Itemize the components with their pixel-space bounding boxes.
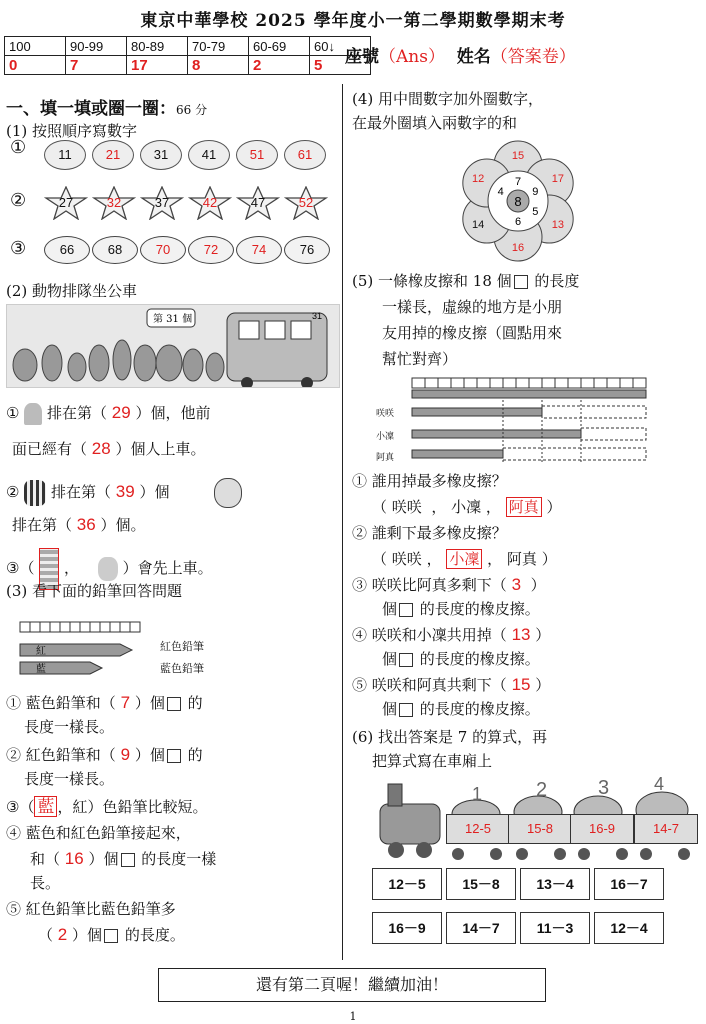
q2-a-answer2: 28 xyxy=(91,439,111,458)
unit-cell xyxy=(620,378,633,388)
star-number: 52 xyxy=(284,186,328,220)
flower-inner-number: 6 xyxy=(514,216,522,228)
unit-square-icon xyxy=(167,749,181,763)
seat-label: 座號 xyxy=(345,47,379,67)
train-car-2: 15-8 xyxy=(508,814,572,844)
q3-a3: ③（ 藍 ，紅）色鉛筆比較短。 xyxy=(6,797,208,816)
car-number-2: 2 xyxy=(536,779,548,801)
q2-a-line1: ① 排在第（ 29 ）個，他前 xyxy=(6,402,211,425)
name-value: （答案卷） xyxy=(490,47,576,67)
q1-row1-marker: ① xyxy=(10,137,27,158)
expression-card: 12－5 xyxy=(372,868,442,900)
q5-a1-options: （ 咲咲 ， 小凜 ， 阿真 ） xyxy=(372,498,562,516)
flower-outer-number: 13 xyxy=(551,219,564,231)
flower-outer-number: 12 xyxy=(472,173,485,185)
score-count-cell: 7 xyxy=(66,56,127,75)
train-car-3: 16-9 xyxy=(570,814,634,844)
q3-a1-line2: 長度一樣長。 xyxy=(24,718,115,736)
eraser-name-2: 小凜 xyxy=(376,432,395,442)
score-range-cell: 60↓ xyxy=(310,37,371,56)
panda-icon xyxy=(214,478,242,508)
flower-puzzle-drawing xyxy=(452,140,584,262)
q1-prompt: (1) 按照順序寫數字 xyxy=(6,122,138,140)
q1-row3-marker: ③ xyxy=(10,238,27,259)
q2-a-answer1: 29 xyxy=(111,403,131,422)
flower-outer-number: 16 xyxy=(511,242,525,254)
score-distribution-table xyxy=(4,36,371,75)
planet-number: 72 xyxy=(188,236,234,264)
q3-a2-answer: 9 xyxy=(120,745,131,764)
unit-square-icon xyxy=(399,603,413,617)
q5-prompt4: 幫忙對齊） xyxy=(382,350,458,368)
animal-queue-drawing xyxy=(7,305,339,387)
planet-number: 76 xyxy=(284,236,330,264)
q5-a4: ④ 咲咲和小凜共用掉（ 13 ） xyxy=(352,625,551,644)
flower-center-number: 8 xyxy=(514,194,522,209)
flower-inner-number: 7 xyxy=(514,176,522,188)
q5-a1: ① 誰用掉最多橡皮擦？ xyxy=(352,472,507,490)
unit-cell xyxy=(607,378,620,388)
red-pencil-label: 紅色鉛筆 xyxy=(160,640,204,653)
expression-card: 16－9 xyxy=(372,912,442,944)
pencil-grid-drawing xyxy=(18,620,158,680)
score-count-cell: 5 xyxy=(310,56,371,75)
section-points: 66 分 xyxy=(176,103,208,117)
page-number: 1 xyxy=(349,1010,357,1023)
expression-card: 14－7 xyxy=(446,912,516,944)
q5-a5-answer: 15 xyxy=(511,675,531,694)
q6-prompt1: (6) 找出答案是 7 的算式，再 xyxy=(352,728,548,746)
unit-cell xyxy=(568,378,581,388)
score-range-cell: 70-79 xyxy=(188,37,249,56)
q3-a5-line2: （ 2 ）個 的長度。 xyxy=(38,925,185,944)
unit-cell xyxy=(516,378,529,388)
pencil-figure xyxy=(18,620,158,684)
score-range-cell: 100 xyxy=(5,37,66,56)
exam-title: 東京中華學校 2025 學年度小一第二學期數學期末考 xyxy=(140,11,566,31)
q2-c-line: ③（ ， ）會先上車。 xyxy=(6,548,213,590)
expression-card: 16－7 xyxy=(594,868,664,900)
blue-pencil-text: 藍 xyxy=(36,664,46,675)
q6-prompt2: 把算式寫在車廂上 xyxy=(372,752,493,770)
unit-square-icon xyxy=(167,697,181,711)
rabbit-icon xyxy=(24,403,42,425)
car-number-4: 4 xyxy=(654,774,665,794)
car-number-1: 1 xyxy=(472,784,483,804)
unit-cell xyxy=(477,378,490,388)
star-number: 27 xyxy=(44,186,88,220)
expression-card: 11－3 xyxy=(520,912,590,944)
q3-a4: ④ 藍色和紅色鉛筆接起來， xyxy=(6,824,191,842)
star-number: 37 xyxy=(140,186,184,220)
score-count-cell: 2 xyxy=(249,56,310,75)
planet-number: 66 xyxy=(44,236,90,264)
flower-inner-number: 9 xyxy=(532,186,539,198)
red-pencil-text: 紅 xyxy=(36,646,46,657)
unit-square-icon xyxy=(399,703,413,717)
unit-cell xyxy=(529,378,542,388)
q4-prompt1: (4) 用中間數字加外圈數字， xyxy=(352,90,544,108)
q5-a3-answer: 3 xyxy=(511,575,522,594)
flower-outer-number: 15 xyxy=(511,150,525,162)
expression-card: 15－8 xyxy=(446,868,516,900)
q5-a2-answer: 小凜 xyxy=(446,549,482,569)
q3-a2: ② 紅色鉛筆和（ 9 ）個 的 xyxy=(6,745,203,764)
flower-inner-number: 4 xyxy=(497,186,504,198)
balloon-number: 11 xyxy=(44,140,86,170)
unit-cell xyxy=(503,378,516,388)
remaining-eraser-bar xyxy=(412,450,503,458)
eraser-figure xyxy=(376,376,656,470)
q5-a1-answer: 阿真 xyxy=(506,497,542,517)
remaining-eraser-bar xyxy=(412,430,581,438)
column-divider xyxy=(342,84,343,960)
q5-a4-answer: 13 xyxy=(511,625,531,644)
q3-a1: ① 藍色鉛筆和（ 7 ）個 的 xyxy=(6,693,203,712)
flower-outer-number: 17 xyxy=(551,173,564,185)
expression-card: 13－4 xyxy=(520,868,590,900)
q3-a3-answer: 藍 xyxy=(34,796,57,817)
q5-prompt3: 友用掉的橡皮擦（圓點用來 xyxy=(382,324,563,342)
q5-a4-line2: 個 的長度的橡皮擦。 xyxy=(382,650,540,668)
score-count-cell: 8 xyxy=(188,56,249,75)
q3-a4-answer: 16 xyxy=(64,849,84,868)
eraser-name-3: 阿真 xyxy=(376,453,395,463)
q5-a2-options: （ 咲咲 ， 小凜 ， 阿真 ） xyxy=(372,550,557,568)
q5-prompt1: (5) 一條橡皮擦和 18 個 的長度 xyxy=(352,272,580,290)
footer-note: 還有第二頁喔！繼續加油！ xyxy=(158,968,546,1002)
q3-a4-line2: 和（ 16 ）個 的長度一樣 xyxy=(30,849,217,868)
balloon-number: 21 xyxy=(92,140,134,170)
balloon-number: 51 xyxy=(236,140,278,170)
q5-a5: ⑤ 咲咲和阿真共剩下（ 15 ） xyxy=(352,675,551,694)
score-count-cell: 0 xyxy=(5,56,66,75)
balloon-number: 61 xyxy=(284,140,326,170)
q2-a-line2: 面已經有（ 28 ）個人上車。 xyxy=(12,439,206,458)
score-range-cell: 80-89 xyxy=(127,37,188,56)
planet-number: 70 xyxy=(140,236,186,264)
train-car-4: 14-7 xyxy=(634,814,698,844)
unit-cell xyxy=(464,378,477,388)
unit-cell xyxy=(594,378,607,388)
q3-a5-answer: 2 xyxy=(57,925,68,944)
unit-cell xyxy=(490,378,503,388)
q2-prompt: (2) 動物排隊坐公車 xyxy=(6,282,138,300)
eraser-name-1: 咲咲 xyxy=(376,409,395,419)
q5-a3-line2: 個 的長度的橡皮擦。 xyxy=(382,600,540,618)
train-car-1: 12-5 xyxy=(446,814,510,844)
score-range-cell: 60-69 xyxy=(249,37,310,56)
used-eraser-dashed xyxy=(581,428,646,440)
seat-name-line xyxy=(345,42,576,67)
q3-a1-answer: 7 xyxy=(120,693,131,712)
q5-a2: ② 誰剩下最多橡皮擦？ xyxy=(352,524,507,542)
planet-number: 68 xyxy=(92,236,138,264)
used-eraser-dashed xyxy=(542,406,646,418)
unit-cell xyxy=(451,378,464,388)
q3-a2-line2: 長度一樣長。 xyxy=(24,770,115,788)
q1-row2-marker: ② xyxy=(10,190,27,211)
q5-a5-line2: 個 的長度的橡皮擦。 xyxy=(382,700,540,718)
q2-b-line1: ② 排在第（ 39 ）個 xyxy=(6,478,242,508)
score-count-row xyxy=(5,56,371,75)
section-heading: 一、填一填或圈一圈：66 分 xyxy=(6,99,208,119)
q2-b-answer1: 39 xyxy=(115,482,135,501)
full-eraser-bar xyxy=(412,390,646,398)
flower-inner-number: 5 xyxy=(532,206,539,218)
eraser-bars-drawing xyxy=(376,376,656,466)
unit-cell xyxy=(412,378,425,388)
balloon-number: 41 xyxy=(188,140,230,170)
score-range-row xyxy=(5,37,371,56)
unit-square-icon xyxy=(399,653,413,667)
score-count-cell: 17 xyxy=(127,56,188,75)
bus-number: 31 xyxy=(312,311,323,321)
bunny-icon xyxy=(98,557,118,581)
zebra-icon xyxy=(24,480,46,506)
unit-cell xyxy=(542,378,555,388)
used-eraser-dashed xyxy=(503,448,646,460)
score-range-cell: 90-99 xyxy=(66,37,127,56)
remaining-eraser-bar xyxy=(412,408,542,416)
car-number-3: 3 xyxy=(598,777,610,799)
expression-card: 12－4 xyxy=(594,912,664,944)
star-number: 42 xyxy=(188,186,232,220)
animal-line-illustration xyxy=(6,304,340,388)
unit-cell xyxy=(581,378,594,388)
flower-outer-number: 14 xyxy=(472,219,485,231)
unit-square-icon xyxy=(514,275,528,289)
q5-a3: ③ 咲咲比阿真多剩下（ 3 ） xyxy=(352,575,546,594)
unit-cell xyxy=(633,378,646,388)
balloon-number: 31 xyxy=(140,140,182,170)
unit-cell xyxy=(438,378,451,388)
planet-number: 74 xyxy=(236,236,282,264)
star-number: 32 xyxy=(92,186,136,220)
q2-b-line2: 排在第（ 36 ）個。 xyxy=(12,515,146,534)
q2-b-answer2: 36 xyxy=(76,515,96,534)
seat-value: （Ans） xyxy=(379,47,445,67)
q3-prompt: (3) 看下面的鉛筆回答問題 xyxy=(6,582,183,600)
unit-square-icon xyxy=(121,853,135,867)
speech-bubble: 第 31 個 xyxy=(153,314,193,325)
q3-a4-line3: 長。 xyxy=(30,874,61,892)
unit-cell xyxy=(425,378,438,388)
q3-a5: ⑤ 紅色鉛筆比藍色鉛筆多 xyxy=(6,900,176,918)
name-label: 姓名 xyxy=(456,47,491,67)
unit-square-icon xyxy=(104,929,118,943)
star-number: 47 xyxy=(236,186,280,220)
q4-prompt2: 在最外圈填入兩數字的和 xyxy=(352,114,518,132)
blue-pencil-label: 藍色鉛筆 xyxy=(160,662,204,675)
flower-puzzle xyxy=(452,140,584,266)
q5-prompt2: 一樣長，虛線的地方是小朋 xyxy=(382,298,563,316)
unit-cell xyxy=(555,378,568,388)
